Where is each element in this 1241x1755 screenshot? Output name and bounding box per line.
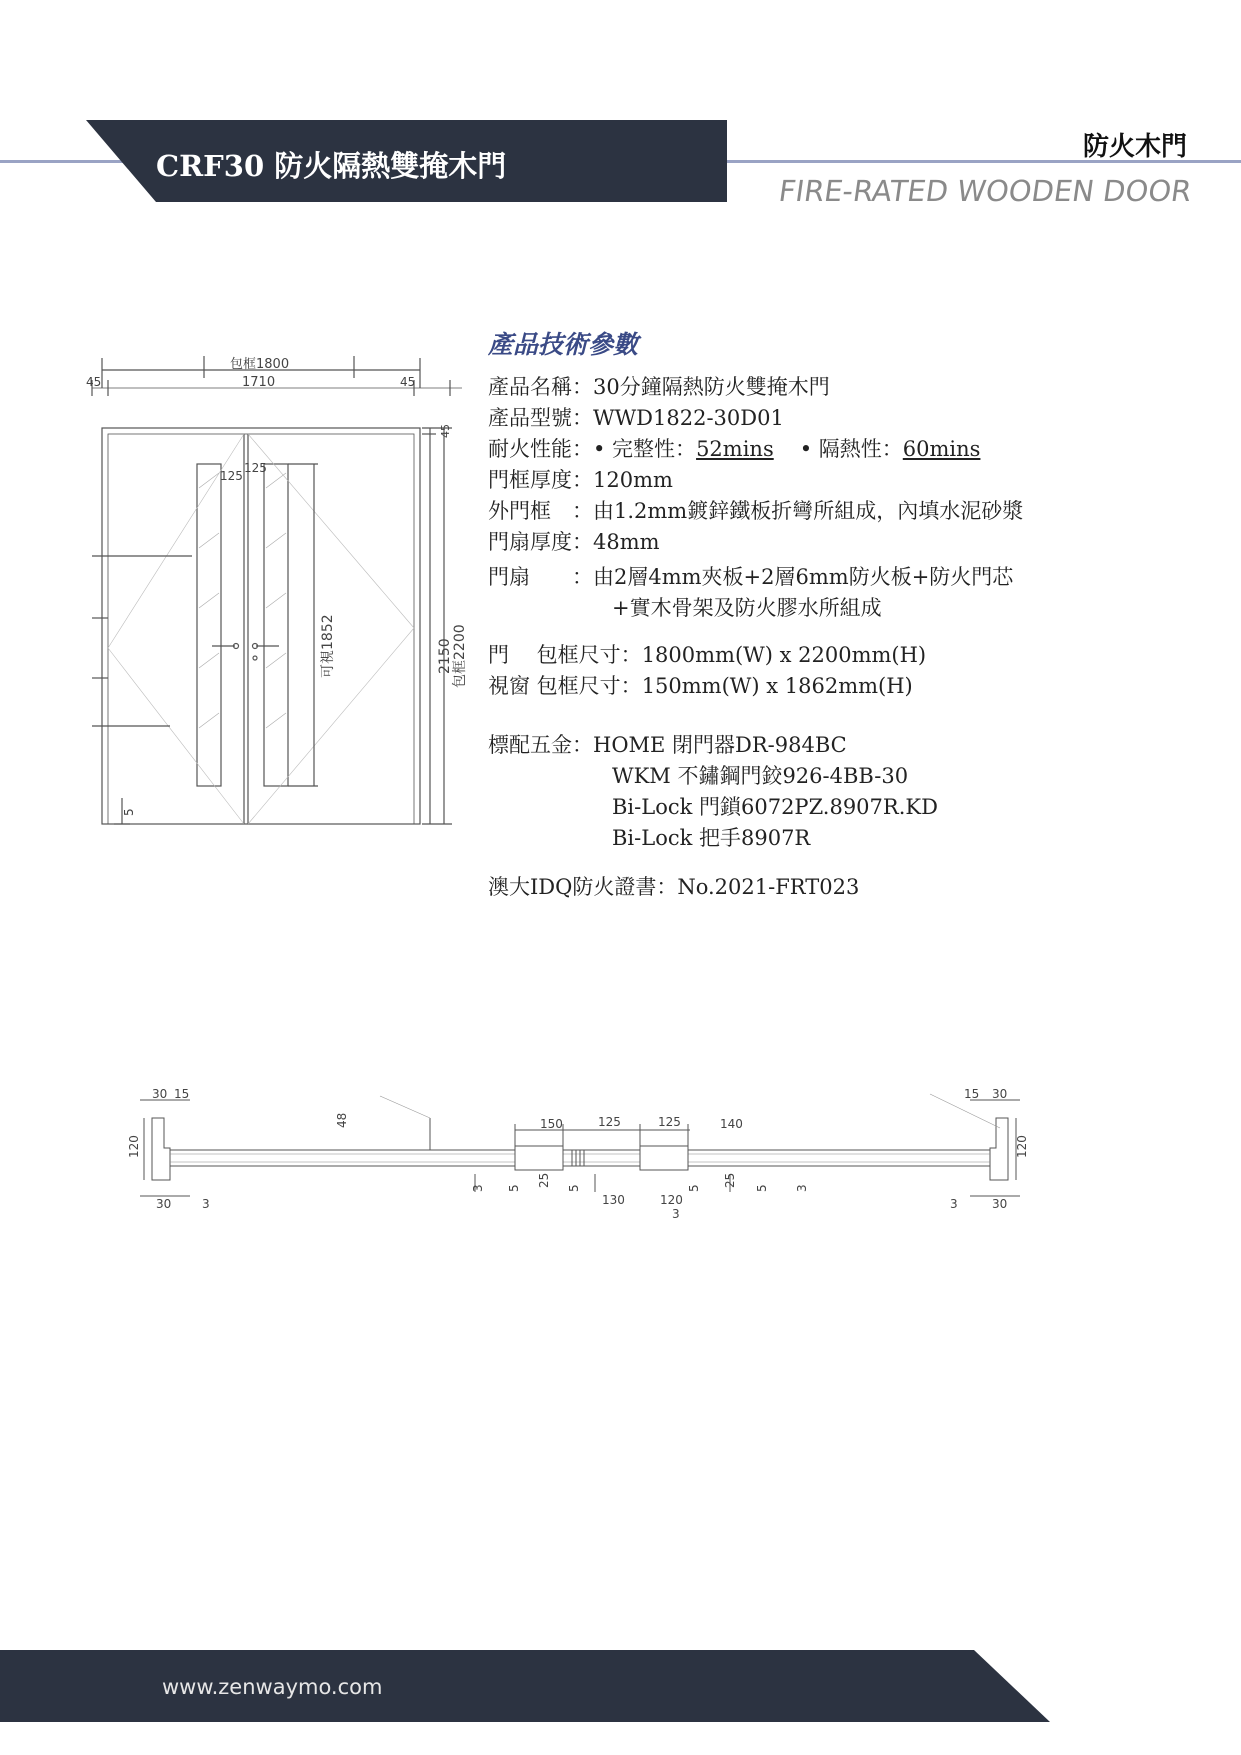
- sec-dim-25a: 25: [537, 1172, 551, 1188]
- insulation-label: • 隔熱性：: [799, 437, 903, 461]
- spec-row-certificate: [488, 872, 1208, 903]
- spec-label: 門框厚度：: [488, 468, 593, 492]
- dim-left-45: 45: [86, 375, 102, 389]
- door-section-drawing: [127, 1087, 1110, 1221]
- integrity-value: 52mins: [696, 437, 774, 461]
- sec-dim-3c: 3: [795, 1184, 809, 1192]
- sec-dim-130: 130: [602, 1193, 625, 1207]
- spec-row-hardware-4: [488, 823, 1208, 854]
- sec-dim-5c: 5: [687, 1184, 701, 1192]
- spec-label: 門扇厚度：: [488, 530, 593, 554]
- spec-heading: 產品技術參數: [488, 330, 639, 359]
- dim-right-45: 45: [400, 375, 416, 389]
- dim-view-height: 可視1852: [320, 614, 336, 678]
- spec-row-outer-frame: [488, 496, 1208, 527]
- sec-dim-5a: 5: [507, 1184, 521, 1192]
- spec-row-leaf: [488, 562, 1208, 593]
- sec-dim-5d: 5: [755, 1184, 769, 1192]
- spec-label: 標配五金：: [488, 733, 593, 757]
- sec-dim-3a: 3: [471, 1184, 485, 1192]
- spec-value: 150mm(W) x 1862mm(H): [641, 674, 913, 698]
- spec-label: 門 包框尺寸：: [488, 643, 642, 667]
- spec-row-frame-thickness: [488, 465, 1208, 496]
- sec-dim-15-right: 15: [964, 1087, 980, 1101]
- sec-dim-25b: 25: [723, 1172, 737, 1188]
- insulation-value: 60mins: [902, 437, 981, 461]
- sec-dim-3-lb: 3: [202, 1197, 210, 1211]
- dim-2200: 包框2200: [452, 624, 468, 688]
- sec-dim-140: 140: [720, 1117, 743, 1131]
- sec-dim-15-left: 15: [174, 1087, 190, 1101]
- website-link[interactable]: www.zenwaymo.com: [162, 1675, 383, 1699]
- dim-bottom-5: 5: [122, 808, 136, 816]
- hardware-item: Bi-Lock 門鎖6072PZ.8907R.KD: [612, 795, 938, 819]
- spec-row-door-size: [488, 640, 1208, 671]
- hardware-item: Bi-Lock 把手8907R: [612, 826, 811, 850]
- sec-dim-120-right: 120: [1015, 1135, 1029, 1158]
- sec-dim-150: 150: [540, 1117, 563, 1131]
- spec-value: WWD1822-30D01: [593, 406, 784, 430]
- footer-band: [0, 1650, 1050, 1722]
- spec-list: [488, 372, 1208, 903]
- sec-dim-5b: 5: [567, 1184, 581, 1192]
- category-label: 防火木門: [1082, 132, 1187, 162]
- dim-inner-width: 1710: [242, 375, 276, 390]
- spec-value: +實木骨架及防火膠水所組成: [612, 596, 882, 620]
- spec-value: 30分鐘隔熱防火雙掩木門: [593, 375, 830, 399]
- spec-label: 視窗 包框尺寸：: [488, 674, 642, 698]
- spec-row-window-size: [488, 671, 1208, 702]
- sec-dim-30-lb: 30: [156, 1197, 172, 1211]
- dim-top-45: 45: [439, 424, 452, 438]
- spec-row-fire: [488, 434, 1208, 465]
- dim-frame-width: 包框1800: [230, 357, 290, 372]
- spec-value: 120mm: [593, 468, 673, 492]
- spec-value: 1800mm(W) x 2200mm(H): [641, 643, 927, 667]
- sec-dim-48: 48: [335, 1112, 349, 1128]
- spec-label: 耐火性能：: [488, 437, 593, 461]
- sec-dim-3-rb: 3: [950, 1197, 958, 1211]
- sec-dim-3b: 3: [672, 1207, 680, 1221]
- hardware-item: HOME 閉門器DR-984BC: [593, 733, 847, 757]
- sec-dim-125a: 125: [598, 1115, 621, 1129]
- spec-value: No.2021-FRT023: [677, 875, 860, 899]
- door-elevation-drawing: [86, 348, 468, 873]
- spec-value: 48mm: [593, 530, 660, 554]
- sec-dim-120-left: 120: [127, 1135, 141, 1158]
- spec-label: 產品名稱：: [488, 375, 593, 399]
- spec-value: 由2層4mm夾板+2層6mm防火板+防火門芯: [593, 565, 1014, 589]
- spec-row-leaf-thickness: [488, 527, 1208, 558]
- sec-dim-125b: 125: [658, 1115, 681, 1129]
- hardware-item: WKM 不鏽鋼門鉸926-4BB-30: [612, 764, 909, 788]
- dim-125-right: 125: [244, 461, 267, 475]
- integrity-label: • 完整性：: [593, 437, 697, 461]
- spec-row-hardware-2: [488, 761, 1208, 792]
- dim-2150: 2150: [437, 638, 453, 674]
- spec-label: 門扇 ：: [488, 565, 593, 589]
- sec-dim-30-right: 30: [992, 1087, 1008, 1101]
- spec-row-model: [488, 403, 1208, 434]
- page-title: CRF30 防火隔熱雙掩木門: [156, 149, 507, 183]
- spec-row-leaf-cont: [488, 593, 1208, 624]
- spec-label: 澳大IDQ防火證書：: [488, 875, 678, 899]
- dim-125-left: 125: [220, 469, 243, 483]
- sec-dim-120b: 120: [660, 1193, 683, 1207]
- spec-label: 外門框 ：: [488, 499, 593, 523]
- spec-value: 由1.2mm鍍鋅鐵板折彎所組成，內填水泥砂漿: [593, 499, 1024, 523]
- spec-row-name: [488, 372, 1208, 403]
- sec-dim-30-left: 30: [152, 1087, 168, 1101]
- sec-dim-30-rb: 30: [992, 1197, 1008, 1211]
- spec-row-hardware-3: [488, 792, 1208, 823]
- english-tagline: FIRE-RATED WOODEN DOOR: [776, 174, 1194, 208]
- spec-row-hardware: [488, 730, 1208, 761]
- spec-label: 產品型號：: [488, 406, 593, 430]
